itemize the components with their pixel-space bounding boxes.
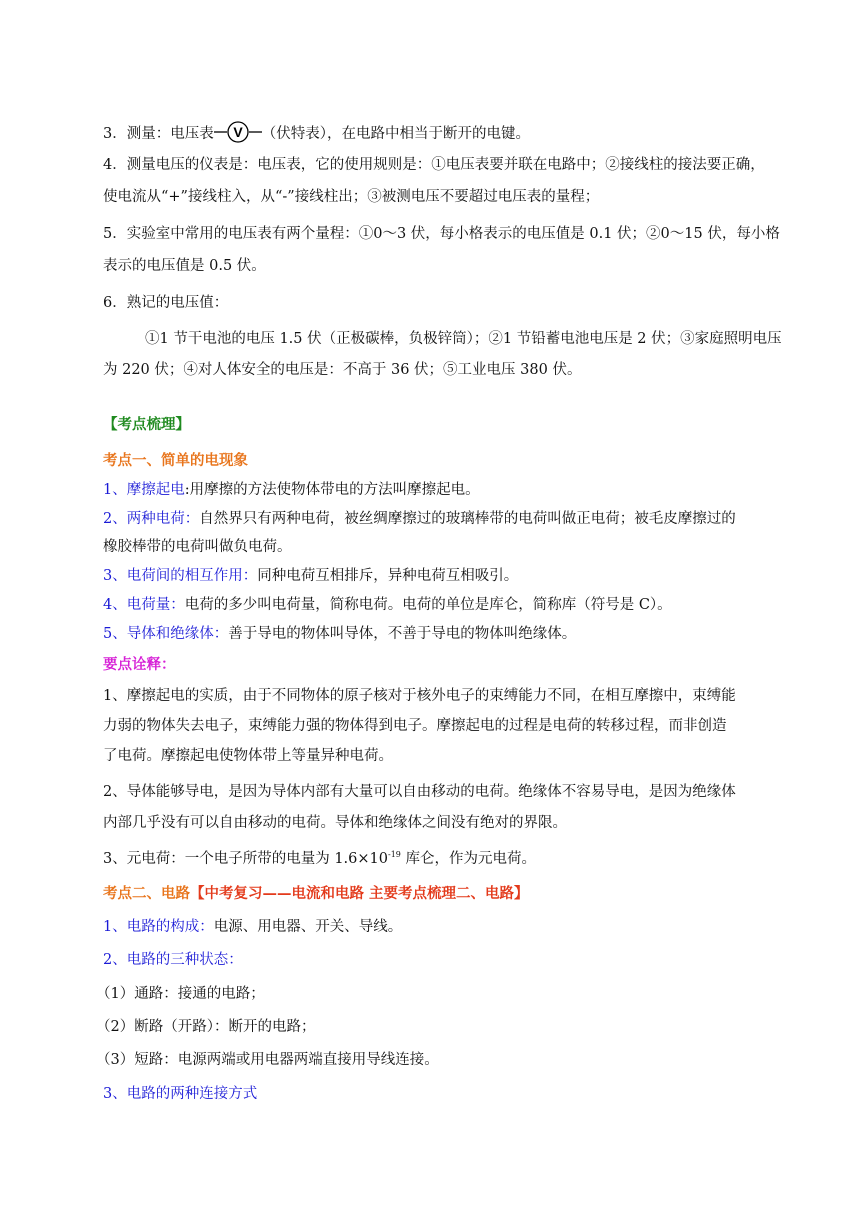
item-6-title: 6．熟记的电压值： xyxy=(103,295,229,311)
topic-2-item-2: 2、电路的三种状态： xyxy=(103,952,243,968)
item-6-line-1: ①1 节干电池的电压 1.5 伏（正极碳棒，负极锌筒）；②1 节铅蓄电池电压是 2 伏；③家庭照明电压 xyxy=(145,331,782,347)
topic-1-item-3: 3、电荷间的相互作用：同种电荷互相排斥，异种电荷互相吸引。 xyxy=(103,568,519,584)
topic-2-reference-link[interactable]: 【中考复习——电流和电路 主要考点梳理二、电路】 xyxy=(190,885,529,902)
note-3: 3、元电荷：一个电子所带的电量为 $1.6\times 10^{-19}$ 库仑，作为元电荷。 xyxy=(103,850,536,867)
item-5-line-2: 表示的电压值是 0.5 伏。 xyxy=(103,258,266,274)
topic-1-item-5: 5、导体和绝缘体：善于导电的物体叫导体，不善于导电的物体叫绝缘体。 xyxy=(103,626,577,642)
topic-1-heading: 考点一、简单的电现象 xyxy=(103,452,248,469)
item-5-line-1: 5．实验室中常用的电压表有两个量程：①0～3 伏，每小格表示的电压值是 0.1 伏；②0～15 伏，每小格 xyxy=(103,226,780,242)
topic-2-item-1: 1、电路的构成：电源、用电器、开关、导线。 xyxy=(103,919,403,935)
item-6-line-2: 为 220 伏；④对人体安全的电压是：不高于 36 伏；⑤工业电压 380 伏。 xyxy=(103,362,582,378)
svg-text:V: V xyxy=(233,124,243,140)
notes-heading: 要点诠释： xyxy=(103,656,176,673)
item-4-line-1: 4．测量电压的仪表是：电压表，它的使用规则是：①电压表要并联在电路中；②接线柱的接法要正确， xyxy=(103,157,765,173)
topic-1-item-2: 2、两种电荷：自然界只有两种电荷，被丝绸摩擦过的玻璃棒带的电荷叫做正电荷；被毛皮摩擦过的 xyxy=(103,511,736,527)
review-heading: 【考点梳理】 xyxy=(103,416,190,433)
topic-2-item-3: 3、电路的两种连接方式 xyxy=(103,1086,258,1102)
note-1-line-1: 1、摩擦起电的实质，由于不同物体的原子核对于核外电子的束缚能力不同，在相互摩擦中，束缚能 xyxy=(103,688,736,704)
item-3-measure: 3．测量：电压表 V （伏特表），在电路中相当于断开的电键。 xyxy=(103,121,530,144)
note-2-line-2: 内部几乎没有可以自由移动的电荷。导体和绝缘体之间没有绝对的界限。 xyxy=(103,815,567,831)
note-1-line-2: 力弱的物体失去电子，束缚能力强的物体得到电子。摩擦起电的过程是电荷的转移过程，而非创造 xyxy=(103,718,727,734)
state-1: （1）通路：接通的电路； xyxy=(96,986,265,1002)
note-2-line-1: 2、导体能够导电，是因为导体内部有大量可以自由移动的电荷。绝缘体不容易导电，是因为绝缘体 xyxy=(103,784,736,800)
voltmeter-symbol-icon xyxy=(214,121,262,143)
topic-1-item-1: 1、摩擦起电:用摩擦的方法使物体带电的方法叫摩擦起电。 xyxy=(103,482,480,498)
topic-1-item-2-cont: 橡胶棒带的电荷叫做负电荷。 xyxy=(103,539,292,555)
state-3: （3）短路：电源两端或用电器两端直接用导线连接。 xyxy=(96,1052,439,1068)
topic-1-item-4: 4、电荷量：电荷的多少叫电荷量，简称电荷。电荷的单位是库仑，简称库（符号是 C）。 xyxy=(103,597,672,613)
item-4-line-2: 使电流从“+”接线柱入，从“-”接线柱出；③被测电压不要超过电压表的量程； xyxy=(103,189,600,205)
topic-2-heading-line: 考点二、电路【中考复习——电流和电路 主要考点梳理二、电路】 xyxy=(103,885,529,902)
note-1-line-3: 了电荷。摩擦起电使物体带上等量异种电荷。 xyxy=(103,748,393,764)
state-2: （2）断路（开路）：断开的电路； xyxy=(96,1019,316,1035)
